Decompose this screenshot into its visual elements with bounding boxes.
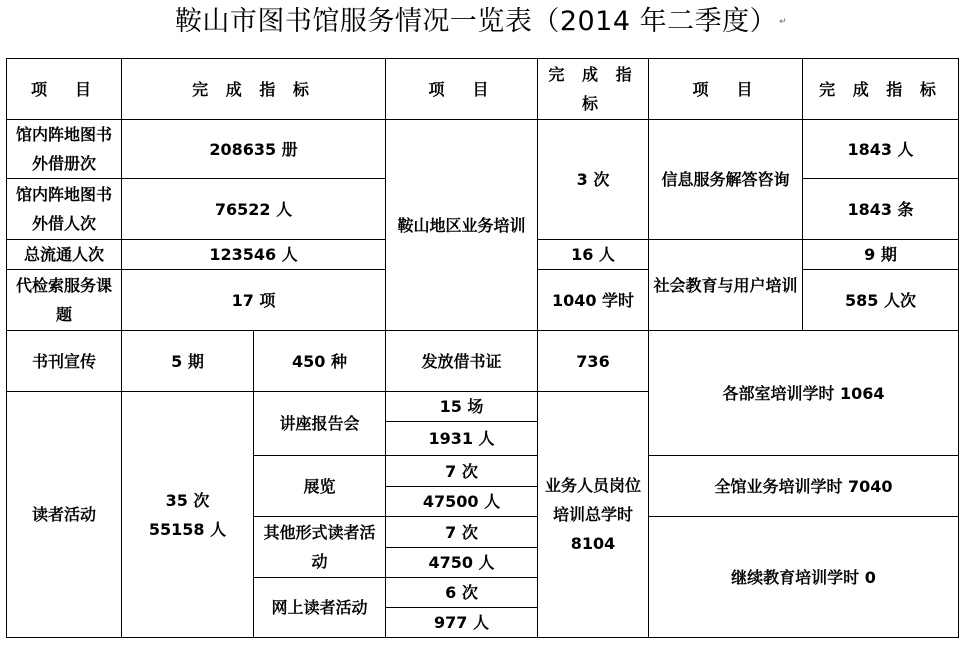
library-card-label: 发放借书证	[386, 331, 538, 392]
continuing-education-hours: 继续教育培训学时 0	[649, 517, 959, 638]
other-activities-times: 7 次	[386, 517, 538, 548]
info-service-items: 1843 条	[803, 179, 959, 240]
publicity-kinds: 450 种	[254, 331, 386, 392]
lecture-people: 1931 人	[386, 422, 538, 456]
table-row	[7, 331, 959, 392]
loan-visitors-value: 76522 人	[122, 179, 386, 240]
regional-training-sessions: 3 次	[538, 120, 649, 240]
lecture-times: 15 场	[386, 392, 538, 422]
exhibition-times: 7 次	[386, 456, 538, 487]
page-title: 鞍山市图书馆服务情况一览表（2014 年二季度） ↵	[174, 6, 788, 37]
circulation-label: 总流通人次	[7, 240, 122, 270]
header-target-2: 完 成 指 标	[538, 59, 649, 120]
social-education-people: 585 人次	[803, 270, 959, 331]
exhibition-label: 展览	[254, 456, 386, 517]
other-activities-label: 其他形式读者活动	[254, 517, 386, 578]
lecture-label: 讲座报告会	[254, 392, 386, 456]
header-item-1: 项 目	[7, 59, 122, 120]
online-activities-times: 6 次	[386, 578, 538, 608]
regional-training-label: 鞍山地区业务培训	[386, 120, 538, 331]
regional-training-hours: 1040 学时	[538, 270, 649, 331]
loan-visitors-label: 馆内阵地图书外借人次	[7, 179, 122, 240]
publicity-periods: 5 期	[122, 331, 254, 392]
publicity-label: 书刊宣传	[7, 331, 122, 392]
info-service-people: 1843 人	[803, 120, 959, 179]
reader-activities-total: 35 次 55158 人	[122, 392, 254, 638]
table-row	[7, 120, 959, 179]
header-target-3: 完 成 指 标	[803, 59, 959, 120]
header-item-3: 项 目	[649, 59, 803, 120]
staff-training-total: 业务人员岗位培训总学时 8104	[538, 392, 649, 638]
library-card-value: 736	[538, 331, 649, 392]
search-service-label: 代检索服务课题	[7, 270, 122, 331]
info-service-label: 信息服务解答咨询	[649, 120, 803, 240]
circulation-value: 123546 人	[122, 240, 386, 270]
exhibition-people: 47500 人	[386, 487, 538, 517]
service-table	[6, 58, 959, 638]
dept-training-hours: 各部室培训学时 1064	[649, 331, 959, 456]
paragraph-mark-icon: ↵	[779, 17, 788, 27]
header-item-2: 项 目	[386, 59, 538, 120]
reader-activities-label: 读者活动	[7, 392, 122, 638]
social-education-periods: 9 期	[803, 240, 959, 270]
online-activities-label: 网上读者活动	[254, 578, 386, 638]
loan-volumes-label: 馆内阵地图书外借册次	[7, 120, 122, 179]
other-activities-people: 4750 人	[386, 548, 538, 578]
table-header-row	[7, 59, 959, 120]
regional-training-people: 16 人	[538, 240, 649, 270]
search-service-value: 17 项	[122, 270, 386, 331]
library-training-hours: 全馆业务培训学时 7040	[649, 456, 959, 517]
social-education-label: 社会教育与用户培训	[649, 240, 803, 331]
online-activities-people: 977 人	[386, 608, 538, 638]
header-target-1: 完 成 指 标	[122, 59, 386, 120]
loan-volumes-value: 208635 册	[122, 120, 386, 179]
